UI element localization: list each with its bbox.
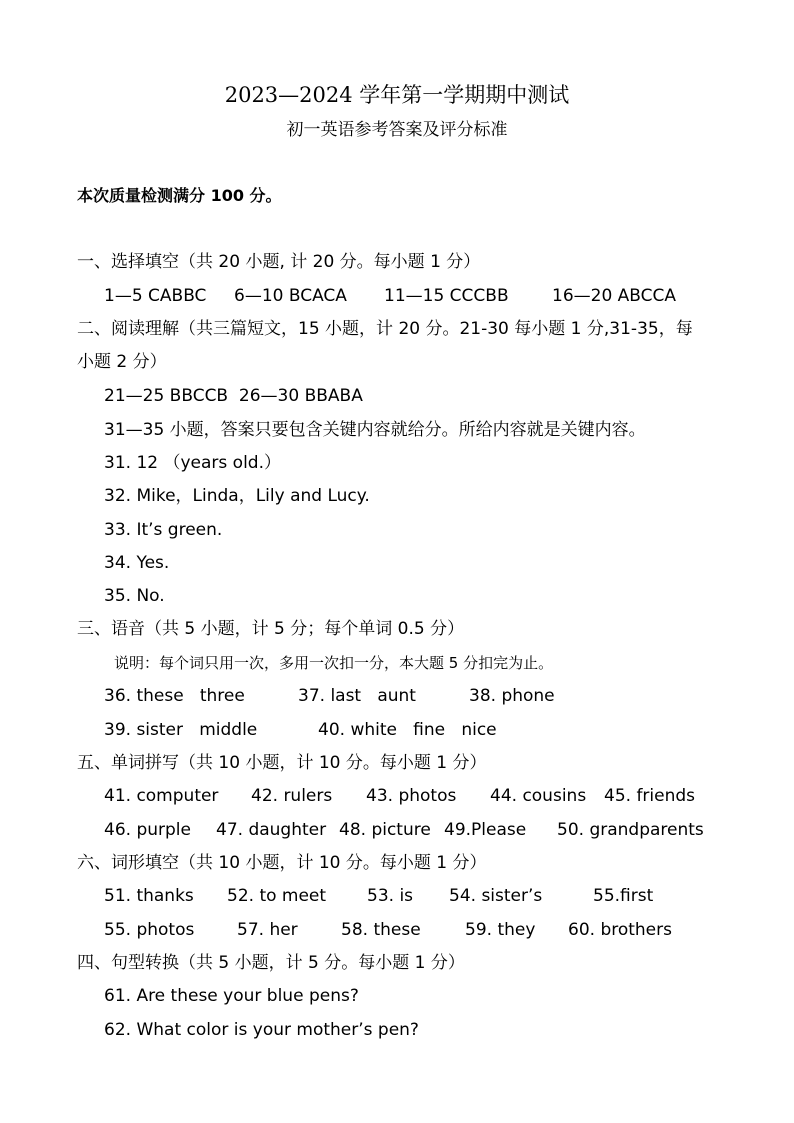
answer-item: 33. It’s green. [104, 520, 223, 540]
answer-item: 46. purple [104, 820, 191, 840]
answer-item: 36. these three [104, 686, 245, 706]
answer-item: 47. daughter [216, 820, 327, 840]
answer-item: 60. brothers [568, 920, 672, 940]
answer-item: 34. Yes. [104, 553, 170, 573]
section-heading-word-forms: 六、词形填空（共 10 小题，计 10 分。每小题 1 分） [77, 853, 487, 873]
answer-item: 48. picture [339, 820, 431, 840]
answer-item: 57. her [237, 920, 298, 940]
answer-item: 41. computer [104, 786, 219, 806]
answer-item: 31. 12 （years old.） [104, 453, 281, 473]
answer-item: 32. Mike，Linda，Lily and Lucy. [104, 486, 370, 506]
intro-text: 本次质量检测满分 100 分。 [77, 186, 282, 205]
answer-item: 59. they [465, 920, 536, 940]
answer-item: 50. grandparents [557, 820, 704, 840]
answer-item: 55. photos [104, 920, 195, 940]
section-heading-choice: 一、选择填空（共 20 小题, 计 20 分。每小题 1 分） [77, 252, 481, 272]
section-heading-phonetics: 三、语音（共 5 小题，计 5 分；每个单词 0.5 分） [77, 619, 465, 639]
section-heading-spelling: 五、单词拼写（共 10 小题，计 10 分。每小题 1 分） [77, 753, 487, 773]
scoring-note: 31—35 小题，答案只要包含关键内容就给分。所给内容就是关键内容。 [104, 420, 646, 440]
answer-group: 6—10 BCACA [234, 286, 347, 306]
section-heading-sentences: 四、句型转换（共 5 小题，计 5 分。每小题 1 分） [77, 953, 465, 973]
section-heading-reading: 二、阅读理解（共三篇短文，15 小题，计 20 分。21-30 每小题 1 分,31-35，每 [77, 319, 693, 339]
answer-item: 62. What color is your mother’s pen? [104, 1020, 419, 1040]
answer-item: 55.first [593, 886, 654, 906]
answer-item: 54. sister’s [449, 886, 543, 906]
answer-item: 38. phone [469, 686, 555, 706]
answer-item: 61. Are these your blue pens? [104, 986, 359, 1006]
answer-item: 58. these [341, 920, 421, 940]
answer-item: 52. to meet [227, 886, 327, 906]
scoring-note: 说明：每个词只用一次，多用一次扣一分，本大题 5 分扣完为止。 [114, 654, 554, 672]
answer-item: 40. white fine nice [318, 720, 497, 740]
answer-item: 35. No. [104, 586, 165, 606]
section-heading-reading-cont: 小题 2 分） [77, 352, 167, 372]
answer-item: 45. friends [604, 786, 696, 806]
answer-item: 37. last aunt [298, 686, 416, 706]
answer-group: 21—25 BBCCB 26—30 BBABA [104, 386, 363, 406]
answer-item: 42. rulers [251, 786, 333, 806]
answer-group: 1—5 CABBC [104, 286, 207, 306]
answer-item: 49.Please [444, 820, 527, 840]
answer-item: 44. cousins [490, 786, 587, 806]
page-subtitle: 初一英语参考答案及评分标准 [286, 120, 508, 140]
answer-group: 11—15 CCCBB [384, 286, 509, 306]
answer-item: 51. thanks [104, 886, 194, 906]
answer-item: 39. sister middle [104, 720, 258, 740]
answer-item: 53. is [367, 886, 414, 906]
answer-item: 43. photos [366, 786, 457, 806]
page-title: 2023—2024 学年第一学期期中测试 [224, 83, 570, 107]
answer-group: 16—20 ABCCA [552, 286, 677, 306]
